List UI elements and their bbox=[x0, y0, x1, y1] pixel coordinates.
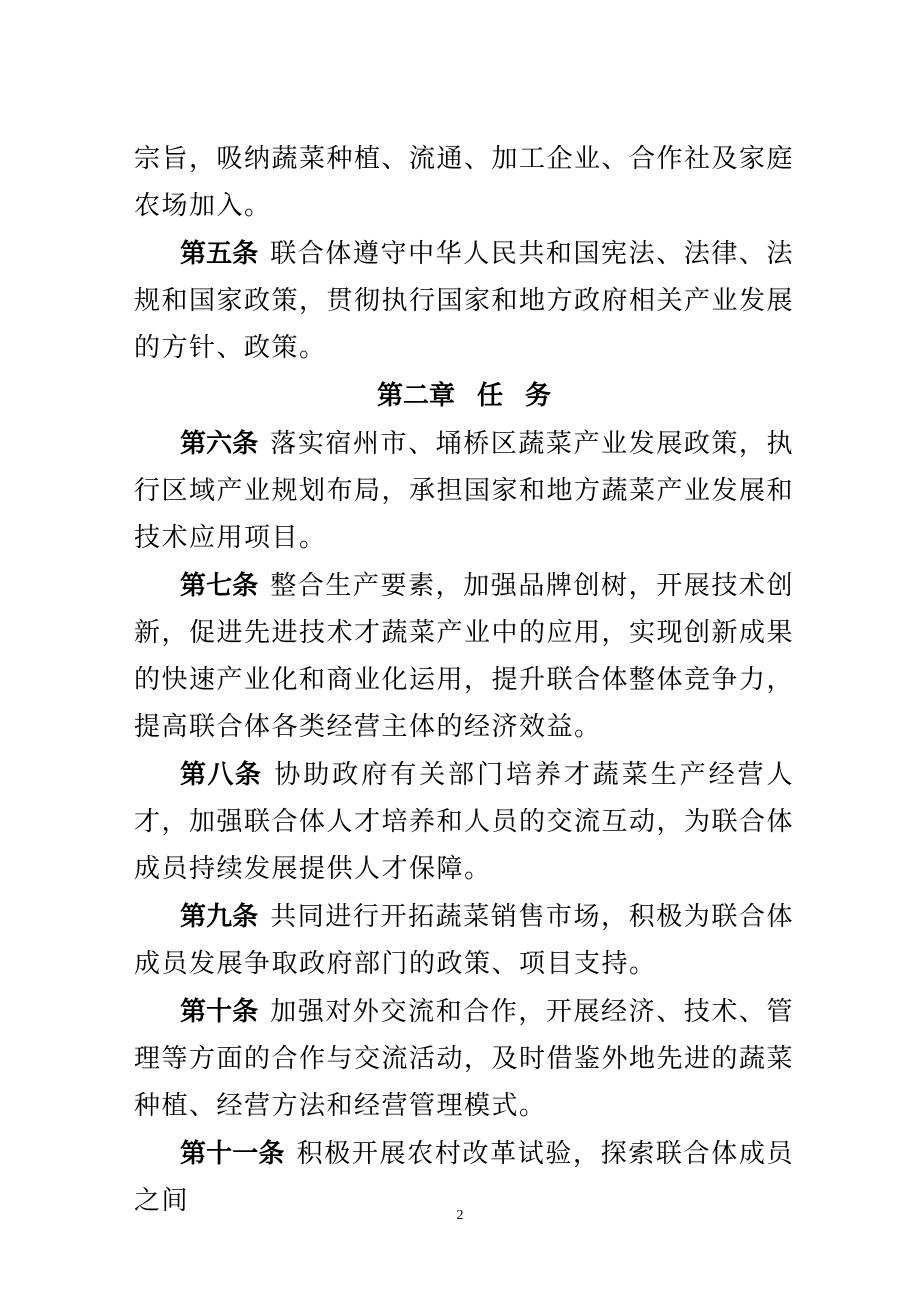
article-9 bbox=[134, 894, 794, 988]
article-8 bbox=[134, 752, 794, 893]
article-text: 加强对外交流和合作，开展经济、技术、管理等方面的合作与交流活动，及时借鉴外地先进的蔬菜种植、经营方法和经营管理模式。 bbox=[134, 997, 795, 1121]
article-text: 协助政府有关部门培养才蔬菜生产经营人才，加强联合体人才培养和人员的交流互动，为联合体成员持续发展提供人才保障。 bbox=[134, 760, 795, 884]
document-body bbox=[134, 136, 794, 1226]
page-number: 2 bbox=[456, 1208, 464, 1223]
paragraph-text: 宗旨，吸纳蔬菜种植、流通、加工企业、合作社及家庭农场加入。 bbox=[134, 144, 795, 221]
article-number: 第七条 bbox=[180, 571, 259, 601]
article-number: 第五条 bbox=[180, 239, 259, 269]
article-text: 积极开展农村改革试验，探索联合体成员之间 bbox=[134, 1139, 794, 1216]
article-text: 整合生产要素，加强品牌创树，开展技术创新，促进先进技术才蔬菜产业中的应用，实现创新成果的快速产业化和商业化运用，提升联合体整体竞争力，提高联合体各类经营主体的经济效益。 bbox=[134, 571, 795, 742]
article-number: 第九条 bbox=[180, 902, 259, 932]
article-10 bbox=[134, 989, 794, 1130]
article-text: 落实宿州市、埇桥区蔬菜产业发展政策，执行区域产业规划布局，承担国家和地方蔬菜产业发展和技术应用项目。 bbox=[134, 429, 795, 553]
article-number: 第十一条 bbox=[180, 1139, 285, 1169]
article-number: 第六条 bbox=[180, 429, 259, 459]
article-text: 共同进行开拓蔬菜销售市场，积极为联合体成员发展争取政府部门的政策、项目支持。 bbox=[134, 902, 794, 979]
chapter-heading bbox=[134, 373, 794, 420]
article-7 bbox=[134, 563, 794, 751]
article-number: 第八条 bbox=[180, 760, 263, 790]
article-6 bbox=[134, 421, 794, 562]
chapter-number: 第二章 bbox=[376, 381, 455, 411]
chapter-title-char-2: 务 bbox=[525, 381, 552, 411]
chapter-title-char-1: 任 bbox=[476, 381, 503, 411]
article-number: 第十条 bbox=[180, 997, 259, 1027]
article-5 bbox=[134, 231, 794, 372]
article-text: 联合体遵守中华人民共和国宪法、法律、法规和国家政策，贯彻执行国家和地方政府相关产业发展的方针、政策。 bbox=[134, 239, 795, 363]
paragraph-continuation bbox=[134, 136, 794, 230]
